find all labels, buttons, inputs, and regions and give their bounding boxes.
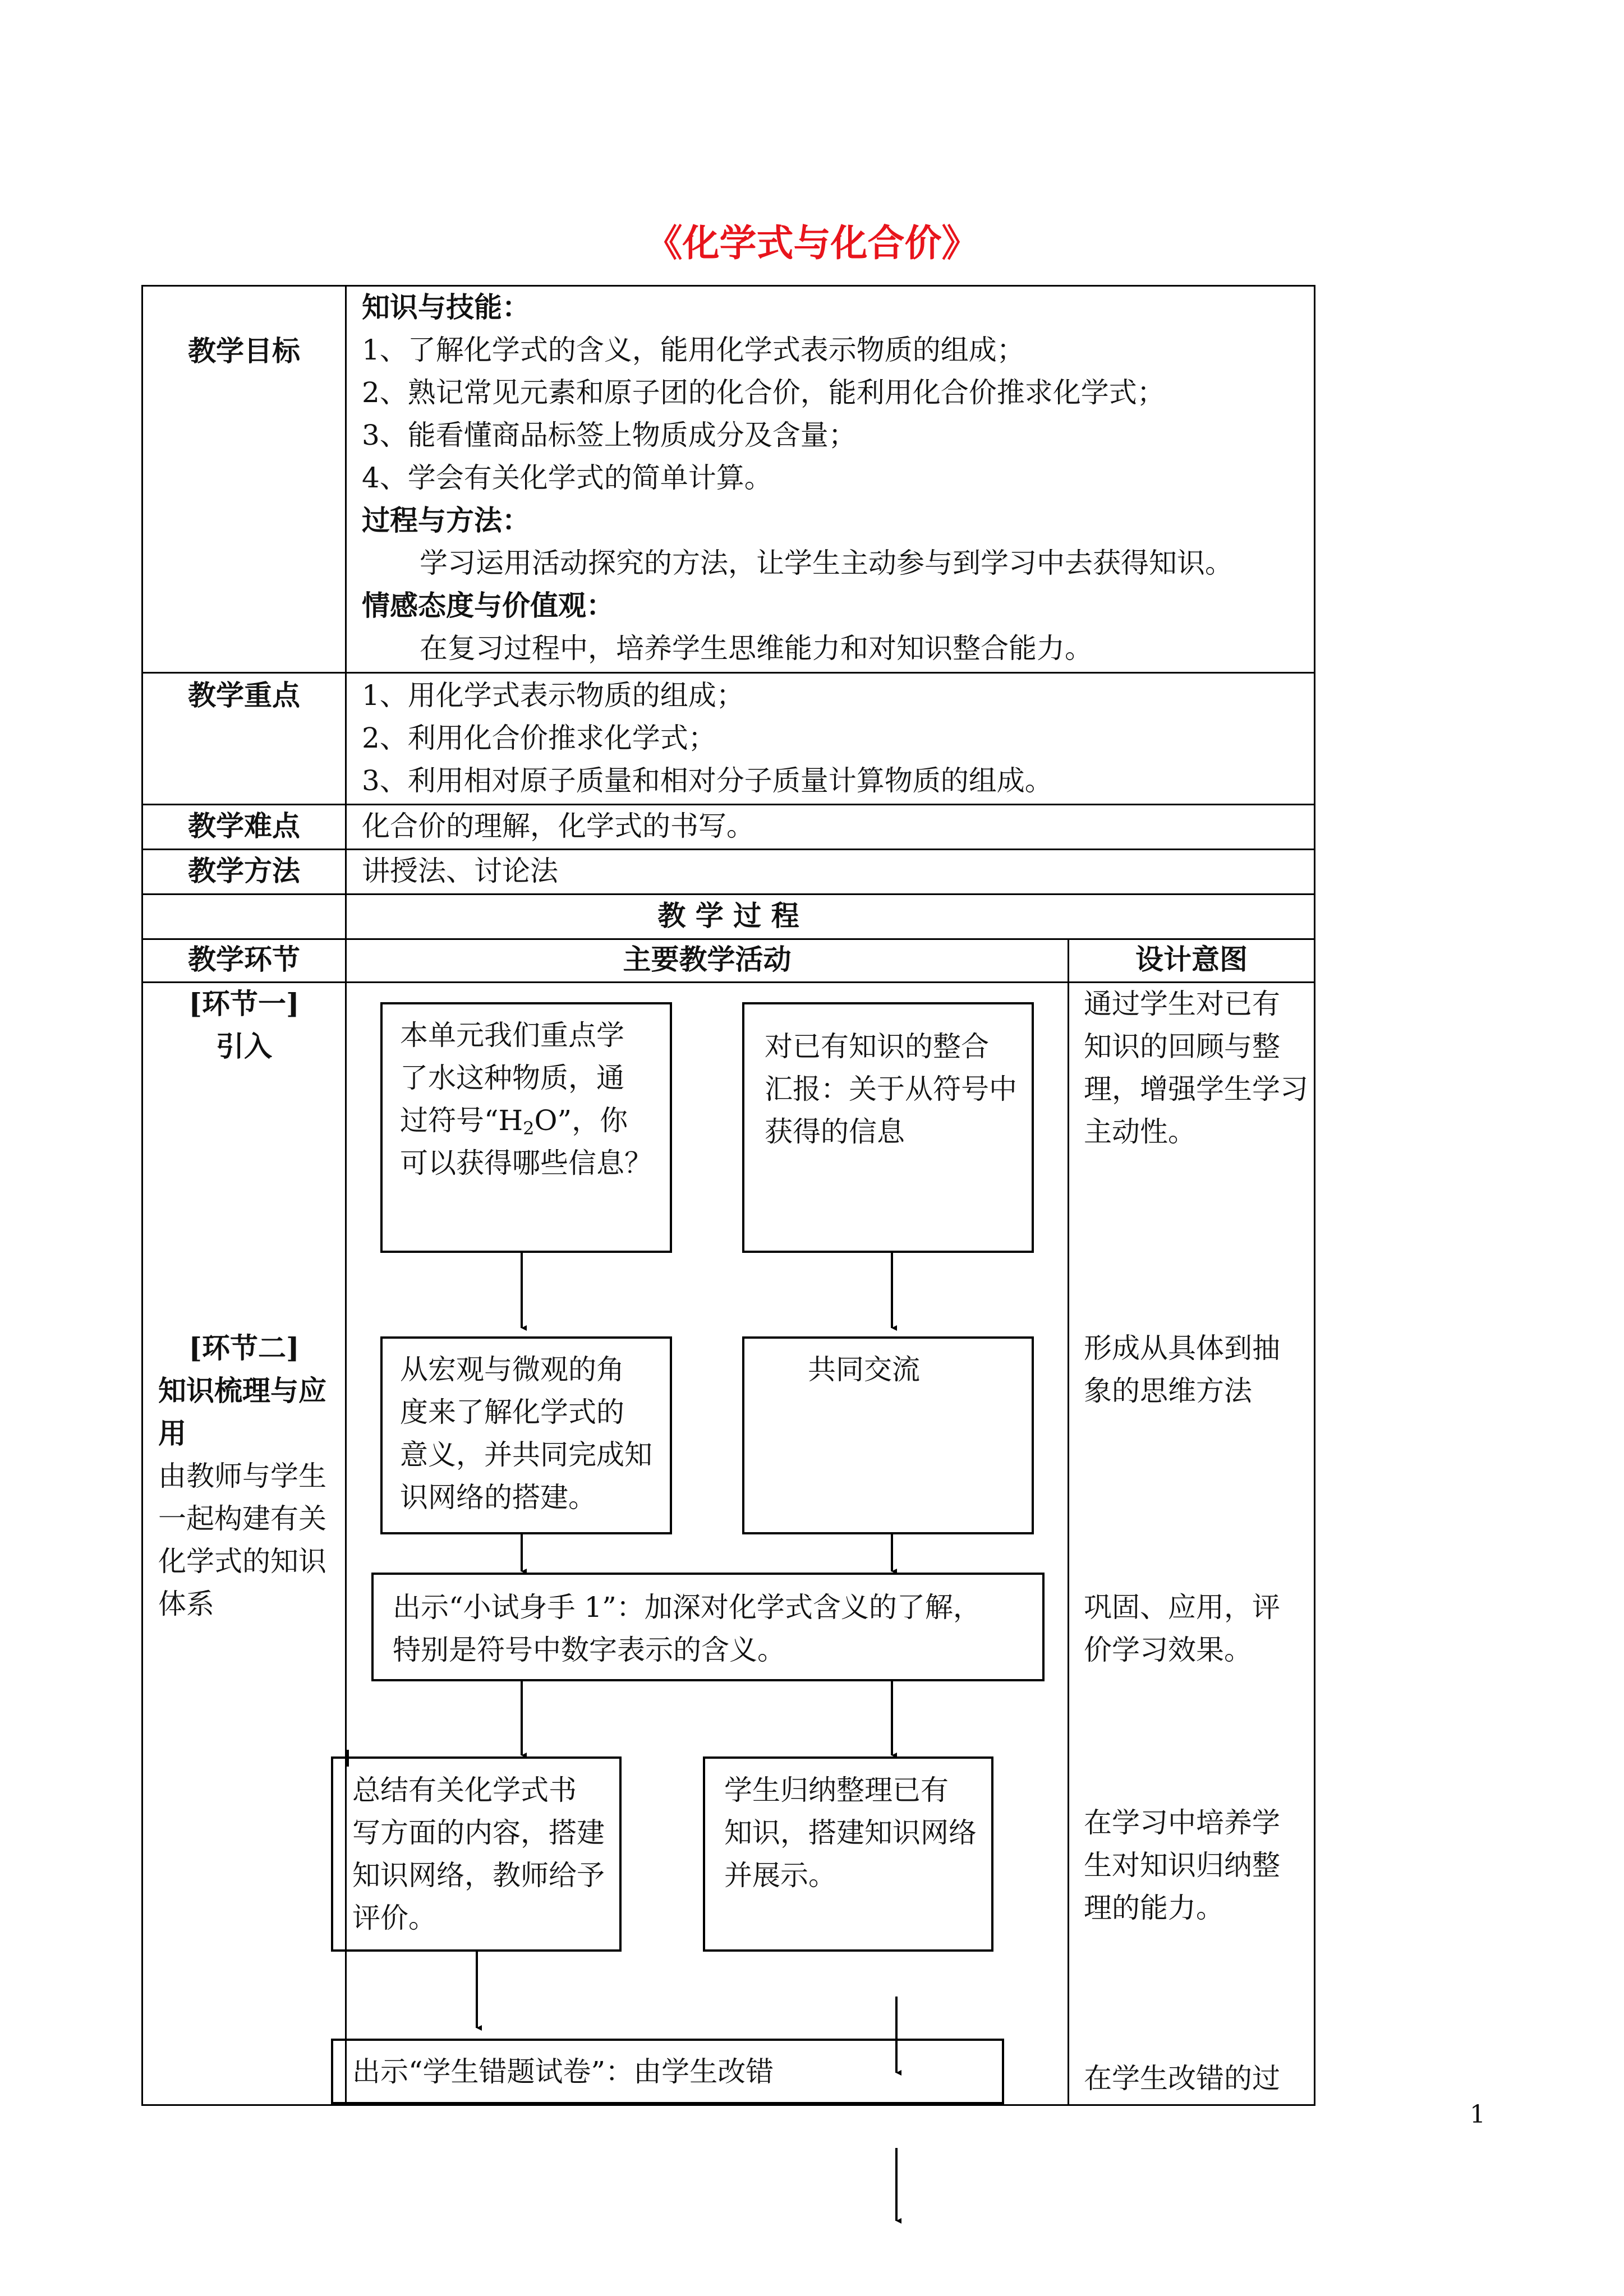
intent-text: 价学习效果。: [1084, 1634, 1252, 1666]
column-header-intent: 设计意图: [1135, 943, 1248, 976]
flow-box-exchange-text: 共同交流: [808, 1353, 920, 1386]
flow-box-practice-line: 出示“小试身手 1”：加深对化学式含义的了解，: [393, 1591, 981, 1624]
formula-subscript: 2: [523, 1118, 535, 1139]
intent-text: 在学习中培养学: [1084, 1806, 1280, 1839]
objectives-label: 教学目标: [188, 334, 300, 367]
intent-text: 理的能力。: [1084, 1892, 1224, 1924]
flow-box-report-line: 获得的信息: [765, 1115, 905, 1148]
flow-box-report-line: 汇报：关于从符号中: [765, 1073, 1017, 1105]
intent-text: 理，增强学生学习: [1084, 1073, 1308, 1105]
flow-box-teacher-summary-line: 评价。: [352, 1902, 436, 1934]
key-point-item: 2、利用化合价推求化学式；: [362, 722, 716, 754]
method-text: 讲授法、讨论法: [362, 855, 558, 887]
stage2-description: 化学式的知识: [158, 1545, 326, 1578]
intent-text: 通过学生对已有: [1084, 988, 1280, 1020]
stage2-description: 由教师与学生: [158, 1460, 326, 1492]
formula-tail: O: [534, 1104, 558, 1137]
intent-text: 形成从具体到抽: [1084, 1332, 1280, 1364]
flow-box-macro-micro-line: 度来了解化学式的: [400, 1396, 624, 1428]
flow-box-macro-micro-line: 意义，并共同完成知: [400, 1439, 652, 1471]
flow-box-question-line: 可以获得哪些信息？: [400, 1147, 652, 1179]
emotion-text: 在复习过程中，培养学生思维能力和对知识整合能力。: [420, 632, 1093, 665]
flow-box-student-summary-line: 并展示。: [724, 1859, 836, 1892]
stage1-tag: [环节一]: [188, 987, 300, 1020]
stage2-name: 用: [158, 1417, 186, 1450]
process-text: 学习运用活动探究的方法，让学生主动参与到学习中去获得知识。: [420, 547, 1233, 579]
flow-box-question-line: 了水这种物质，通: [400, 1062, 624, 1094]
flow-box-report-line: 对已有知识的整合: [765, 1030, 989, 1063]
emotion-heading: 情感态度与价值观：: [362, 589, 614, 622]
difficulty-label: 教学难点: [188, 809, 300, 842]
flow-box-student-summary-line: 知识，搭建知识网络: [724, 1816, 977, 1849]
intent-text: 知识的回顾与整: [1084, 1030, 1280, 1063]
flow-box-teacher-summary-line: 写方面的内容，搭建: [352, 1816, 605, 1849]
formula-prefix: 过符号“H: [400, 1104, 523, 1137]
difficulty-text: 化合价的理解，化学式的书写。: [362, 810, 755, 842]
knowledge-heading: 知识与技能：: [362, 291, 530, 324]
stage2-name: 知识梳理与应: [158, 1374, 326, 1407]
intent-text: 主动性。: [1084, 1115, 1196, 1148]
intent-text: 生对知识归纳整: [1084, 1849, 1280, 1882]
flow-box-question-line: 本单元我们重点学: [400, 1019, 624, 1052]
stage1-name: 引入: [216, 1030, 272, 1063]
flow-box-student-summary-line: 学生归纳整理已有: [724, 1774, 949, 1806]
knowledge-item: 4、学会有关化学式的简单计算。: [362, 462, 772, 494]
key-point-item: 3、利用相对原子质量和相对分子质量计算物质的组成。: [362, 764, 1053, 797]
intent-text: 象的思维方法: [1084, 1375, 1252, 1407]
key-point-item: 1、用化学式表示物质的组成；: [362, 679, 744, 712]
flow-box-practice-line: 特别是符号中数字表示的含义。: [393, 1634, 785, 1666]
knowledge-item: 1、了解化学式的含义，能用化学式表示物质的组成；: [362, 334, 1025, 366]
method-label: 教学方法: [188, 854, 300, 887]
process-section-header: 教 学 过 程: [657, 899, 799, 932]
stage2-description: 体系: [158, 1588, 214, 1620]
flow-box-teacher-summary-line: 总结有关化学式书: [352, 1774, 577, 1806]
stage2-tag: [环节二]: [188, 1331, 300, 1364]
process-heading: 过程与方法：: [362, 504, 530, 537]
column-header-activity: 主要教学活动: [623, 943, 792, 976]
flow-box-teacher-summary-line: 知识网络，教师给予: [352, 1859, 605, 1892]
intent-text: 巩固、应用，评: [1084, 1591, 1280, 1624]
knowledge-item: 2、熟记常见元素和原子团的化合价，能利用化合价推求化学式；: [362, 376, 1165, 409]
intent-text: 在学生改错的过: [1084, 2062, 1280, 2095]
knowledge-item: 3、能看懂商品标签上物质成分及含量；: [362, 419, 857, 451]
flow-box-error-paper-text: 出示“学生错题试卷”：由学生改错: [352, 2055, 774, 2088]
key-points-label: 教学重点: [188, 679, 300, 712]
page-number: 1: [1470, 2100, 1485, 2129]
document-title: 《化学式与化合价》: [645, 222, 979, 265]
formula-suffix: ”，你: [557, 1104, 628, 1137]
flow-box-macro-micro-line: 识网络的搭建。: [400, 1481, 596, 1514]
stage2-description: 一起构建有关: [158, 1502, 326, 1535]
column-header-stage: 教学环节: [188, 943, 300, 976]
flow-box-macro-micro-line: 从宏观与微观的角: [400, 1353, 624, 1386]
